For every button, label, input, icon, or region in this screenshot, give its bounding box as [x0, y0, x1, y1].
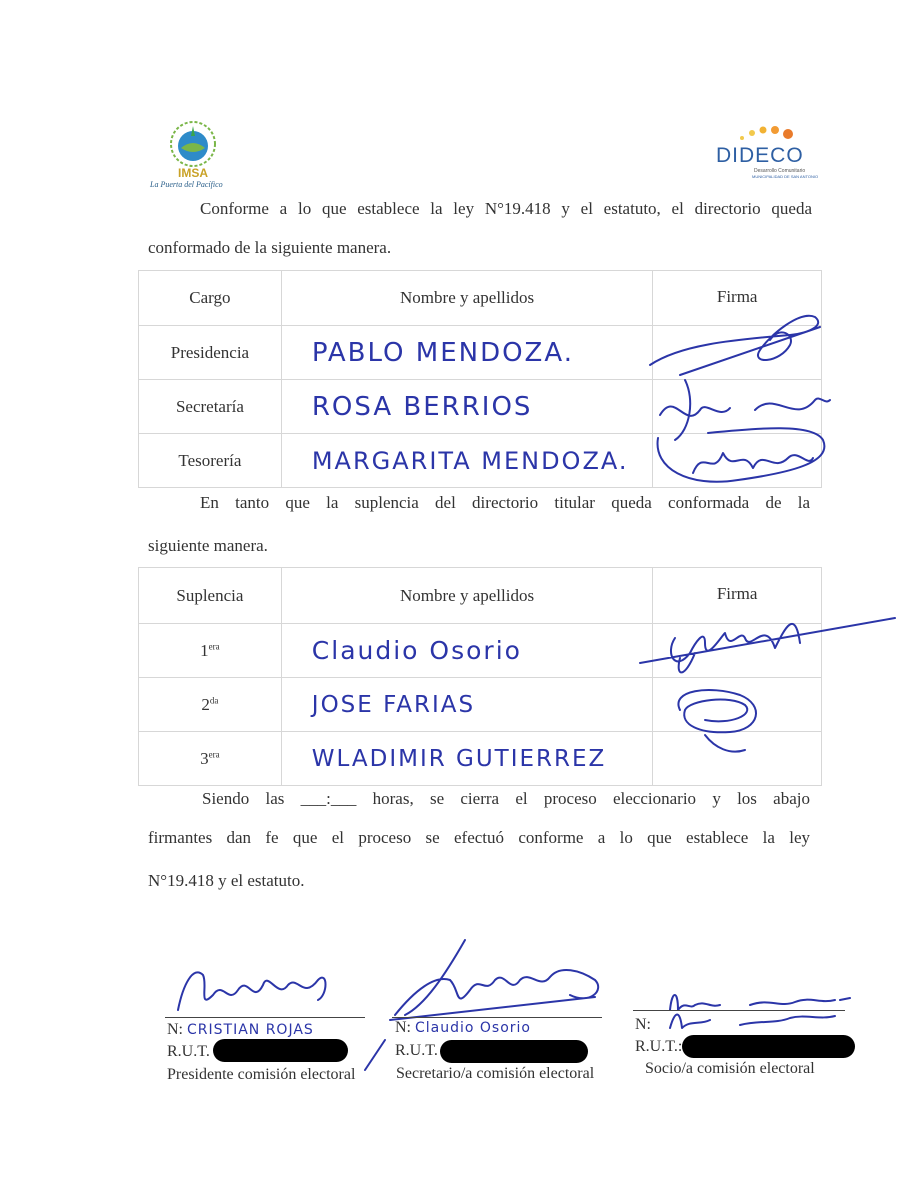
nombre-suplente-1: Claudio Osorio [311, 636, 522, 665]
suplencia-num: 3 [200, 748, 209, 768]
sig1-n-value: CRISTIAN ROJAS [187, 1022, 314, 1038]
header-nombre: Nombre y apellidos [281, 271, 653, 326]
header-cargo: Cargo [139, 271, 282, 326]
dideco-logo [714, 122, 824, 182]
suplencia-num: 2 [201, 694, 210, 714]
signature-presidente-icon [168, 955, 338, 1020]
dideco-logo-text: DIDECO [716, 144, 804, 167]
header-firma: Firma [653, 271, 822, 326]
sig2-n [395, 1019, 531, 1037]
signature-socio-icon [660, 980, 855, 1030]
imsa-tagline: La Puerta del Pacífico [150, 180, 223, 189]
signature-line [392, 1017, 602, 1018]
signature-line [165, 1017, 365, 1018]
sig3-n [635, 1016, 651, 1034]
header-suplencia: Suplencia [139, 568, 282, 624]
sig2-n-value: Claudio Osorio [415, 1020, 531, 1036]
cargo-cell: Tesorería [139, 434, 282, 488]
imsa-logo-text: IMSA [178, 166, 208, 180]
redaction-bar [213, 1039, 348, 1062]
closing-line-3: N°19.418 y el estatuto. [148, 871, 305, 890]
middle-line-2: siguiente manera. [148, 536, 268, 555]
redaction-bar [440, 1040, 588, 1063]
sig1-n-label: N: [167, 1021, 183, 1038]
intro-line-1: Conforme a lo que establece la ley N°19.418 y el estatuto, el directorio queda [200, 199, 812, 218]
sig3-rut-label: R.U.T.: [635, 1038, 683, 1055]
imsa-logo [148, 118, 238, 190]
sig3-role: Socio/a comisión electoral [645, 1060, 815, 1077]
sig1-n [167, 1021, 314, 1039]
suplencia-sup: da [209, 694, 219, 705]
signature-suplente-2-icon [660, 670, 770, 760]
suplencia-sup: era [208, 748, 220, 759]
nombre-suplente-3: WLADIMIR GUTIERREZ [311, 745, 607, 772]
sig2-role: Secretario/a comisión electoral [396, 1065, 595, 1082]
cargo-cell: Presidencia [139, 326, 282, 380]
imsa-emblem-icon [148, 118, 238, 170]
intro-line-2: conformado de la siguiente manera. [148, 238, 392, 257]
nombre-tesoreria: MARGARITA MENDOZA. [311, 446, 629, 475]
signature-line [633, 1010, 845, 1011]
nombre-presidencia: PABLO MENDOZA. [311, 337, 574, 368]
signature-tesoreria-icon [648, 418, 838, 498]
suplencia-num: 1 [200, 640, 209, 660]
suplencia-sup: era [208, 640, 220, 651]
nombre-suplente-2: JOSE FARIAS [311, 691, 476, 718]
nombre-secretaria: ROSA BERRIOS [311, 391, 533, 422]
dideco-subtitle-2: MUNICIPALIDAD DE SAN ANTONIO [752, 174, 819, 179]
signature-suplente-1-icon [635, 598, 905, 678]
sig1-rut-label: R.U.T. [167, 1043, 210, 1060]
header-nombre: Nombre y apellidos [281, 568, 653, 624]
closing-line-1: Siendo las ___:___ horas, se cierra el proceso eleccionario y los abajo [202, 789, 810, 808]
sig2-n-label: N: [395, 1019, 411, 1036]
closing-line-2: firmantes dan fe que el proceso se efectuó conforme a lo que establece la ley [148, 828, 810, 847]
sig1-role: Presidente comisión electoral [167, 1066, 356, 1083]
sig2-rut-label: R.U.T. [395, 1042, 438, 1059]
cargo-cell: Secretaría [139, 380, 282, 434]
redaction-bar [682, 1035, 855, 1058]
middle-line-1: En tanto que la suplencia del directorio titular queda conformada de la [200, 493, 810, 512]
header-firma: Firma [653, 568, 822, 624]
sig3-n-label: N: [635, 1016, 651, 1033]
dideco-dots-icon [732, 122, 802, 144]
dideco-subtitle-1: Desarrollo Comunitario [754, 168, 806, 174]
